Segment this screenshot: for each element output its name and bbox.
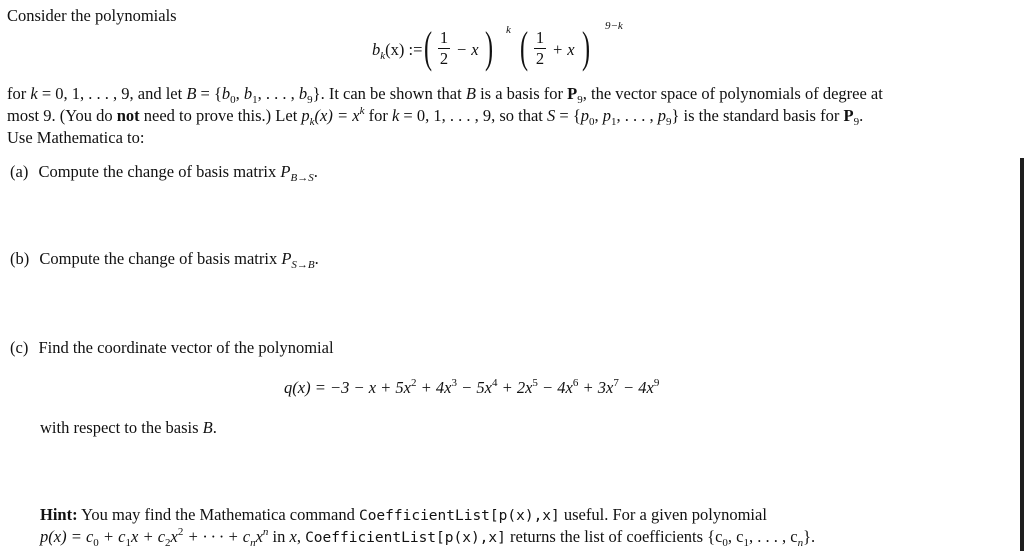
polynomial-q-equation: $q(x) = -3 - x + 5x^2 + 4x^3 - 5x^4 + 2x^5 - 4x^6 + 3x^7 - 4x^9$	[284, 377, 660, 397]
part-a: (a) Compute the change of basis matrix $P_{B\to S}$.	[10, 162, 318, 184]
eq-paren-open-2: (	[520, 23, 529, 72]
eq-minus-x: − x	[456, 40, 479, 59]
eq-plus-x: + x	[552, 40, 575, 59]
hint-label: Hint:	[40, 505, 78, 524]
part-c: (c) Find the coordinate vector of the polynomial	[10, 338, 334, 357]
part-b-label: (b)	[10, 249, 30, 268]
paragraph-line-3: Use Mathematica to:	[7, 128, 145, 147]
eq-paren-close-2: )	[582, 23, 591, 72]
intro-text: Consider the polynomials	[7, 6, 177, 25]
paragraph-line-1: for k = 0, 1, . . . , 9, and let $B = \{b_0$, $b_1$, . . . , $b_9$}. It can be shown that B is a basis for $P_9$, the vector space of polynomials of degree at	[7, 84, 883, 106]
code-coefficientlist-2: CoefficientList[p(x),x]	[305, 530, 506, 546]
part-c-with-respect: with respect to the basis B.	[40, 418, 217, 437]
paragraph-line-2: most 9. (You do not need to prove this.) Let $p_k(x) = x^k$ for k = 0, 1, . . . , 9, so that $S = \{p_0$, $p_1$, . . . , $p_9$} is the standard basis for $P_9$.	[7, 105, 864, 128]
eq-exp-9-minus-k: 9−k	[605, 20, 623, 32]
eq-paren-open-1: (	[424, 23, 433, 72]
eq-fraction-2: 1 2	[535, 28, 545, 68]
hint-line-2: $p(x) = c_0 + c_1x + c_2x^2$ + · · · + $c_nx^n$ in x, CoefficientList[p(x),x] returns the list of coefficients {$c_0$, $c_1$, . . . , $c_n$}.	[40, 526, 816, 549]
eq-fraction-1: 1 2	[439, 28, 449, 68]
part-b: (b) Compute the change of basis matrix $P_{S\to B}$.	[10, 249, 319, 271]
part-a-label: (a)	[10, 162, 29, 181]
part-c-label: (c)	[10, 338, 29, 357]
hint-line-1: Hint: You may find the Mathematica command CoefficientList[p(x),x] useful. For a given polynomial	[40, 505, 767, 524]
scrollbar[interactable]	[1020, 158, 1024, 551]
basis-polynomial-equation	[372, 22, 642, 78]
code-coefficientlist: CoefficientList[p(x),x]	[358, 508, 560, 524]
eq-exp-k: k	[506, 24, 511, 36]
eq-paren-close-1: )	[485, 23, 494, 72]
eq-lhs: $b_k(x)$ :=	[372, 40, 423, 62]
